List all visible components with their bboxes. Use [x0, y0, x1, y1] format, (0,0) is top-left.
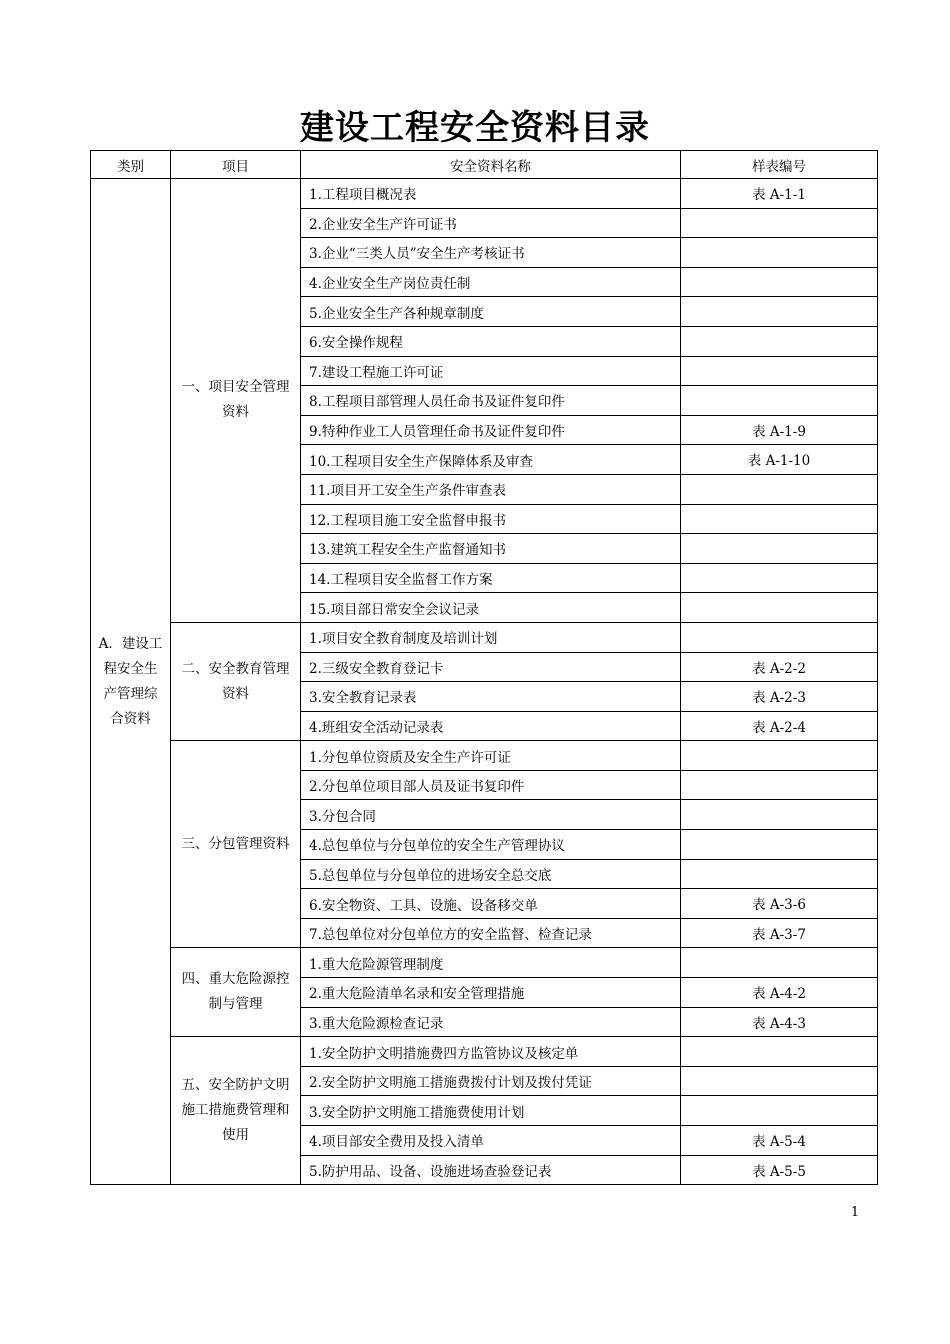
document-name-cell: 5.防护用品、设备、设施进场查验登记表: [301, 1155, 681, 1185]
page-number: 1: [850, 1205, 860, 1220]
document-name-cell: 1.重大危险源管理制度: [301, 948, 681, 978]
form-number-cell: [681, 830, 878, 860]
document-name-cell: 13.建筑工程安全生产监督通知书: [301, 534, 681, 564]
document-name-cell: 5.总包单位与分包单位的进场安全总交底: [301, 859, 681, 889]
document-name-cell: 3.安全防护文明施工措施费使用计划: [301, 1096, 681, 1126]
document-name-cell: 5.企业安全生产各种规章制度: [301, 297, 681, 327]
document-name-cell: 4.班组安全活动记录表: [301, 711, 681, 741]
document-name-cell: 4.总包单位与分包单位的安全生产管理协议: [301, 830, 681, 860]
table-body: [91, 179, 878, 1185]
form-number-cell: 表 A-1-10: [681, 445, 878, 475]
form-number-cell: 表 A-2-3: [681, 682, 878, 712]
form-number-cell: 表 A-4-2: [681, 978, 878, 1008]
document-name-cell: 1.项目安全教育制度及培训计划: [301, 622, 681, 652]
form-number-cell: [681, 770, 878, 800]
document-name-cell: 14.工程项目安全监督工作方案: [301, 563, 681, 593]
category-cell: A．建设工程安全生产管理综合资料: [91, 179, 171, 1185]
form-number-cell: [681, 859, 878, 889]
safety-document-catalog-table: [90, 150, 878, 1185]
form-number-cell: 表 A-2-4: [681, 711, 878, 741]
document-name-cell: 2.安全防护文明施工措施费拨付计划及拨付凭证: [301, 1066, 681, 1096]
form-number-cell: 表 A-5-5: [681, 1155, 878, 1185]
form-number-cell: 表 A-2-2: [681, 652, 878, 682]
group-cell: 五、安全防护文明施工措施费管理和使用: [171, 1037, 301, 1185]
document-name-cell: 4.企业安全生产岗位责任制: [301, 267, 681, 297]
form-number-cell: [681, 622, 878, 652]
form-number-cell: 表 A-5-4: [681, 1126, 878, 1156]
form-number-cell: [681, 267, 878, 297]
document-name-cell: 2.三级安全教育登记卡: [301, 652, 681, 682]
form-number-cell: [681, 800, 878, 830]
form-number-cell: [681, 297, 878, 327]
group-cell: 二、安全教育管理资料: [171, 622, 301, 740]
form-number-cell: [681, 593, 878, 623]
group-cell: 三、分包管理资料: [171, 741, 301, 948]
form-number-cell: 表 A-4-3: [681, 1007, 878, 1037]
form-number-cell: [681, 1037, 878, 1067]
document-name-cell: 7.建设工程施工许可证: [301, 356, 681, 386]
table-row: [91, 948, 878, 978]
form-number-cell: [681, 1066, 878, 1096]
document-name-cell: 1.分包单位资质及安全生产许可证: [301, 741, 681, 771]
table-header-row: [91, 151, 878, 179]
form-number-cell: [681, 534, 878, 564]
document-name-cell: 7.总包单位对分包单位方的安全监督、检查记录: [301, 918, 681, 948]
document-name-cell: 3.企业“三类人员”安全生产考核证书: [301, 238, 681, 268]
document-name-cell: 4.项目部安全费用及投入清单: [301, 1126, 681, 1156]
group-cell: 四、重大危险源控制与管理: [171, 948, 301, 1037]
form-number-cell: [681, 741, 878, 771]
document-name-cell: 2.企业安全生产许可证书: [301, 208, 681, 238]
table-row: [91, 622, 878, 652]
document-name-cell: 3.分包合同: [301, 800, 681, 830]
form-number-cell: [681, 356, 878, 386]
document-name-cell: 11.项目开工安全生产条件审查表: [301, 474, 681, 504]
header-category: 类别: [91, 151, 171, 179]
document-name-cell: 6.安全物资、工具、设施、设备移交单: [301, 889, 681, 919]
form-number-cell: [681, 386, 878, 416]
form-number-cell: [681, 326, 878, 356]
form-number-cell: [681, 208, 878, 238]
form-number-cell: 表 A-3-7: [681, 918, 878, 948]
document-name-cell: 1.安全防护文明措施费四方监管协议及核定单: [301, 1037, 681, 1067]
form-number-cell: 表 A-1-9: [681, 415, 878, 445]
header-document-name: 安全资料名称: [301, 151, 681, 179]
document-name-cell: 3.重大危险源检查记录: [301, 1007, 681, 1037]
header-form-number: 样表编号: [681, 151, 878, 179]
form-number-cell: 表 A-1-1: [681, 179, 878, 209]
document-name-cell: 1.工程项目概况表: [301, 179, 681, 209]
document-name-cell: 10.工程项目安全生产保障体系及审查: [301, 445, 681, 475]
table-row: [91, 1037, 878, 1067]
document-name-cell: 2.重大危险清单名录和安全管理措施: [301, 978, 681, 1008]
document-name-cell: 6.安全操作规程: [301, 326, 681, 356]
document-name-cell: 12.工程项目施工安全监督申报书: [301, 504, 681, 534]
table-row: [91, 741, 878, 771]
document-name-cell: 3.安全教育记录表: [301, 682, 681, 712]
group-cell: 一、项目安全管理资料: [171, 179, 301, 623]
form-number-cell: [681, 474, 878, 504]
document-name-cell: 2.分包单位项目部人员及证书复印件: [301, 770, 681, 800]
document-name-cell: 8.工程项目部管理人员任命书及证件复印件: [301, 386, 681, 416]
form-number-cell: [681, 563, 878, 593]
form-number-cell: [681, 504, 878, 534]
header-item: 项目: [171, 151, 301, 179]
form-number-cell: [681, 238, 878, 268]
form-number-cell: [681, 1096, 878, 1126]
form-number-cell: 表 A-3-6: [681, 889, 878, 919]
document-title: 建设工程安全资料目录: [300, 108, 650, 148]
table-row: [91, 179, 878, 209]
document-name-cell: 9.特种作业工人员管理任命书及证件复印件: [301, 415, 681, 445]
form-number-cell: [681, 948, 878, 978]
document-name-cell: 15.项目部日常安全会议记录: [301, 593, 681, 623]
